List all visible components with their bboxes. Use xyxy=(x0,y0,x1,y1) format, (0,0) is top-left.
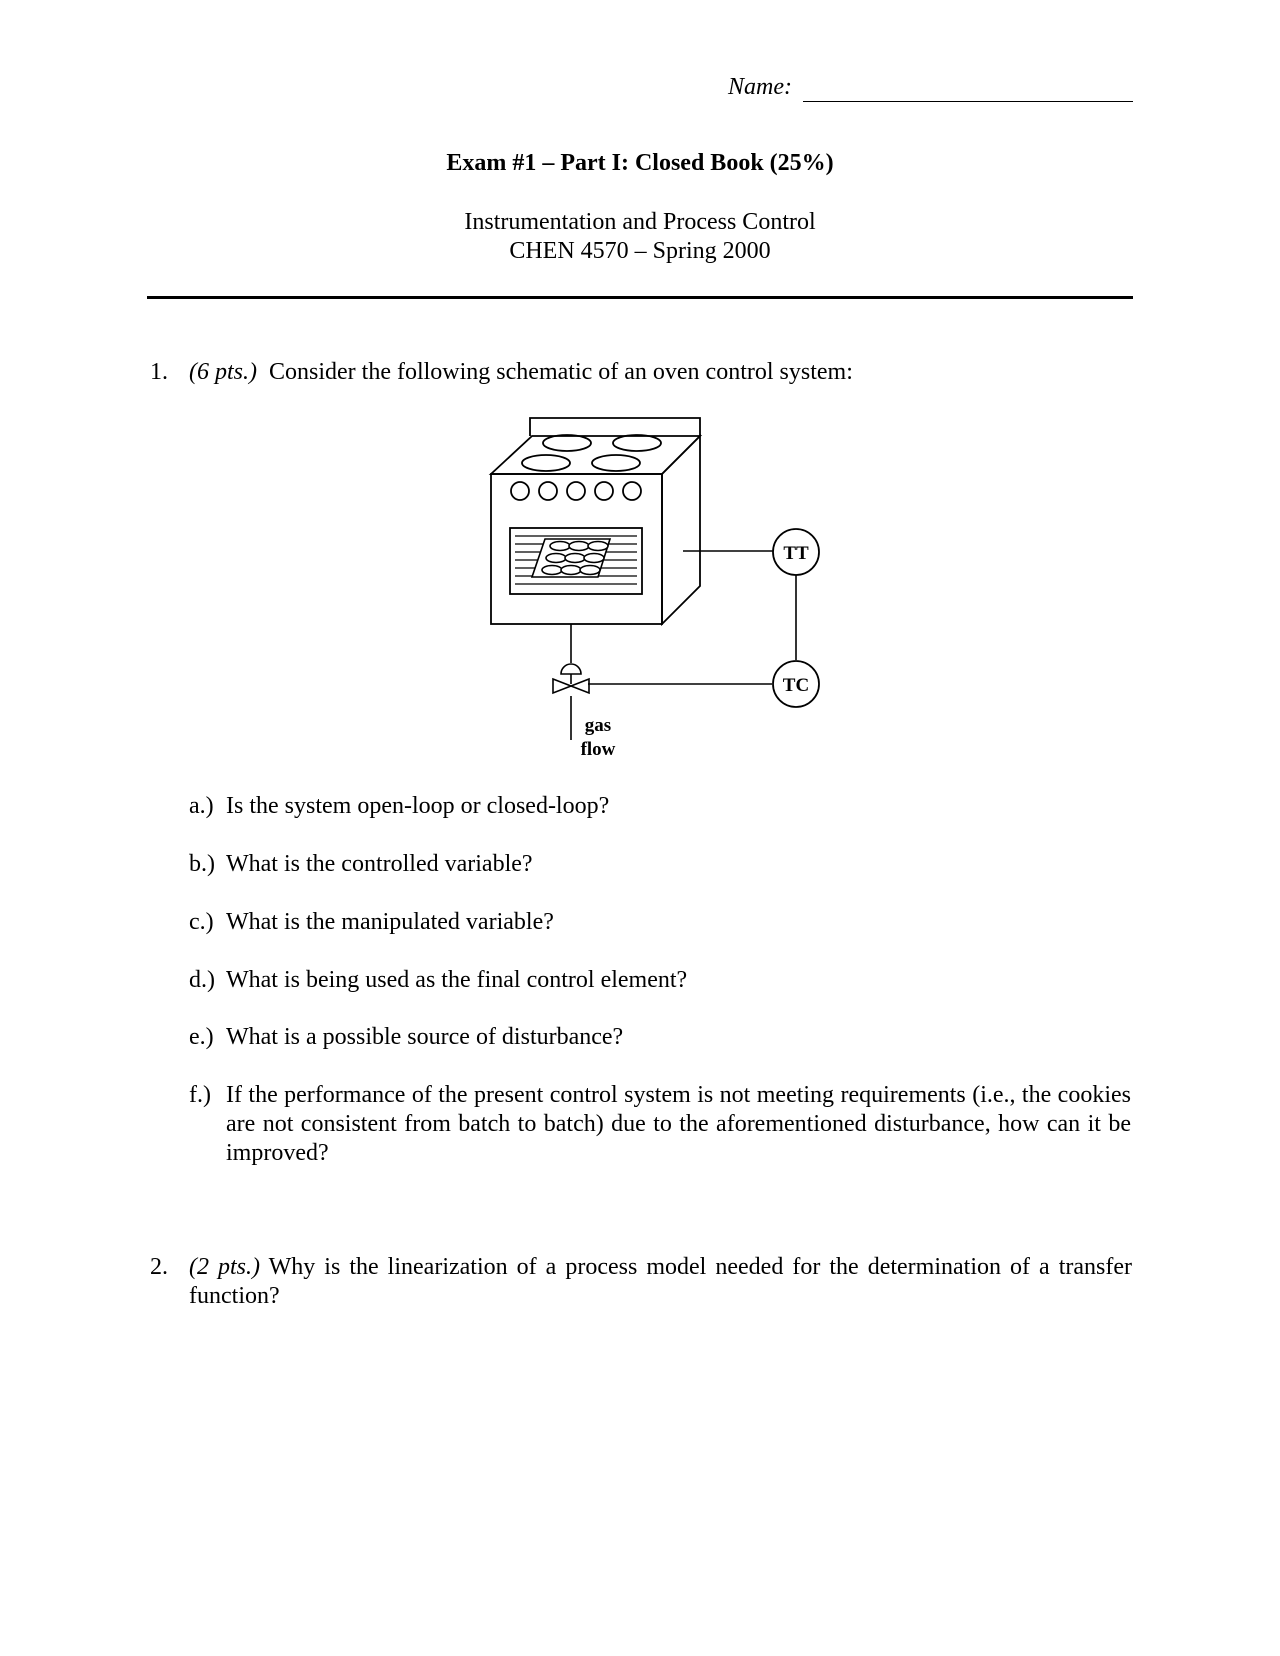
part-text: What is the manipulated variable? xyxy=(226,909,554,935)
cookie-tray xyxy=(532,539,610,577)
valve-icon xyxy=(553,679,571,693)
oven-side xyxy=(662,436,700,624)
course-code: CHEN 4570 – Spring 2000 xyxy=(509,238,771,264)
valve-actuator-icon xyxy=(561,664,581,674)
course-name: Instrumentation and Process Control xyxy=(464,209,816,235)
header-divider xyxy=(147,296,1133,299)
knob-icon xyxy=(595,482,613,500)
question-part-f xyxy=(189,1081,1131,1171)
knob-icon xyxy=(567,482,585,500)
question-points: (6 pts.) xyxy=(189,359,257,385)
part-label: c.) xyxy=(189,909,214,935)
part-label: b.) xyxy=(189,851,215,877)
part-text: What is a possible source of disturbance? xyxy=(226,1024,624,1050)
tc-label: TC xyxy=(782,675,810,696)
name-field-line[interactable] xyxy=(803,101,1133,102)
course-info xyxy=(0,208,1280,266)
question-number: 2. xyxy=(150,1254,168,1280)
gas-label: gas xyxy=(584,715,612,736)
question-points: (2 pts.) xyxy=(189,1254,261,1280)
exam-title: Exam #1 – Part I: Closed Book (25%) xyxy=(446,150,834,176)
burner-icon xyxy=(613,435,661,451)
part-label: a.) xyxy=(189,793,214,819)
tt-label: TT xyxy=(783,543,809,564)
flow-label: flow xyxy=(580,739,616,760)
knob-icon xyxy=(539,482,557,500)
question-text: Consider the following schematic of an oven control system: xyxy=(269,359,853,385)
question-number: 1. xyxy=(150,359,168,385)
cookie-icon xyxy=(546,554,566,563)
cookie-icon xyxy=(565,554,585,563)
part-label: f.) xyxy=(189,1082,211,1108)
knob-icon xyxy=(623,482,641,500)
part-text: If the performance of the present control system is not meeting requirements (i.e., the cookies are not consistent from batch to batch) due to the aforementioned disturbance, how can it be improved? xyxy=(226,1082,1131,1166)
cookie-icon xyxy=(542,566,562,575)
part-label: d.) xyxy=(189,967,215,993)
cookie-icon xyxy=(584,554,604,563)
part-text: Is the system open-loop or closed-loop? xyxy=(226,793,610,819)
oven-control-schematic xyxy=(480,410,840,765)
oven-backsplash xyxy=(530,418,700,436)
cookie-icon xyxy=(569,542,589,551)
cookie-icon xyxy=(580,566,600,575)
part-text: What is the controlled variable? xyxy=(226,851,533,877)
knob-icon xyxy=(511,482,529,500)
part-label: e.) xyxy=(189,1024,214,1050)
cookie-icon xyxy=(588,542,608,551)
question-text: Why is the linearization of a process model needed for the determination of a transfer function? xyxy=(189,1254,1132,1309)
name-label: Name: xyxy=(728,74,792,100)
cookie-icon xyxy=(561,566,581,575)
burner-icon xyxy=(543,435,591,451)
burner-icon xyxy=(522,455,570,471)
burner-icon xyxy=(592,455,640,471)
part-text: What is being used as the final control element? xyxy=(226,967,688,993)
cookie-icon xyxy=(550,542,570,551)
